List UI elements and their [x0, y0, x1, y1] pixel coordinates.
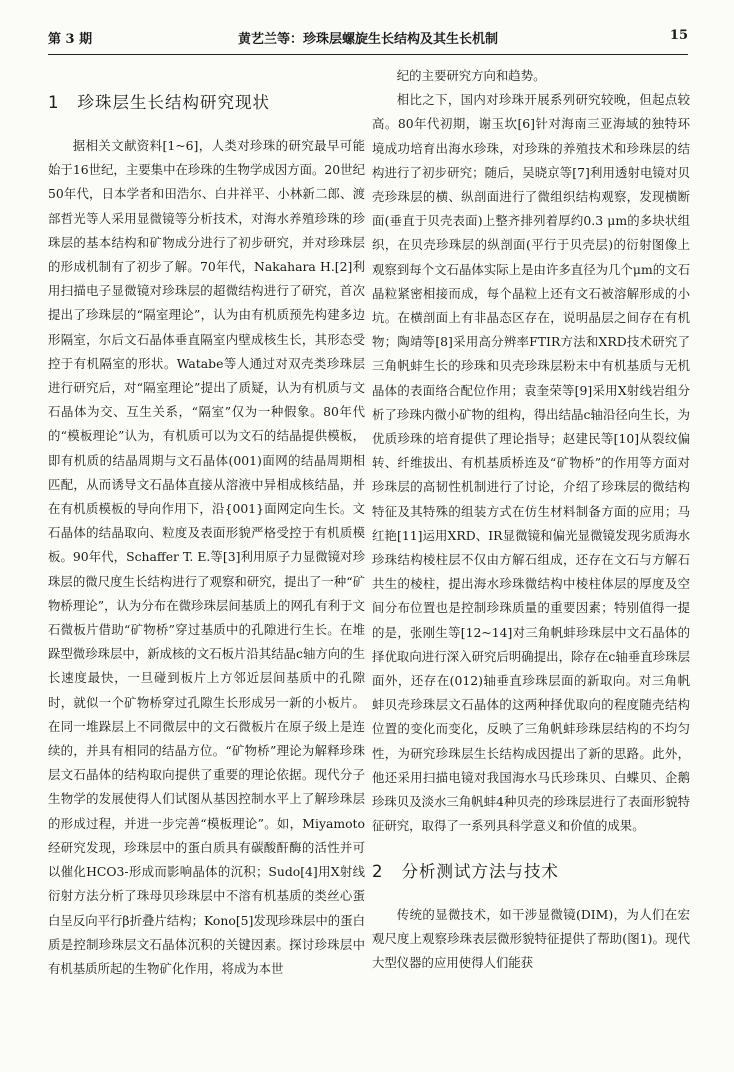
section-heading-1: [48, 76, 365, 130]
running-header: [48, 20, 688, 54]
right-column: [372, 64, 690, 975]
body-paragraph-continued: 纪的主要研究方向和趋势。: [396, 68, 546, 83]
body-paragraph: 相比之下，国内对珍珠开展系列研究较晚，但起点较高。80年代初期，谢玉坎[6]针对海南三亚海域的独特环境成功培育出海水珍珠，对珍珠的养殖技术和珍珠层的结构进行了初步研究；随后，吴晓京等[7]利用透射电镜对贝壳珍珠层的横、纵剖面进行了微组织结构观察，发现横断面(垂直于贝壳表面)上整齐排列着厚约0.3 μm的多块状组织，在贝壳珍珠层的纵剖面(平行于贝壳层)的衍射图像上观察到每个文石晶体实际上是由许多直径为几个μm的文石晶粒紧密相接而成，每个晶粒上还有文石被溶解形成的小坑。在横剖面上有非晶态区存在，说明晶层之间存在有机物；陶靖等[8]采用高分辨率FTIR方法和XRD技术研究了三角帆蚌生长的珍珠和贝壳珍珠层粉末中有机基质与无机晶体的表面络合配位作用；袁奎荣等[9]采用X射线岩组分析了珍珠内微小矿物的组构，得出结晶c轴沿径向生长，为优质珍珠的培育提供了理论指导；赵建民等[10]从裂纹偏转、纤维拔出、有机基质桥连及“矿物桥”的作用等方面对珍珠层的高韧性机制进行了讨论，介绍了珍珠层的微结构特征及其特殊的组装方式在仿生材料制备方面的应用；马红艳[11]运用XRD、IR显微镜和偏光显微镜发现劣质海水珍珠结构棱柱层不仅由方解石组成，还存在文石与方解石共生的棱柱，提出海水珍珠微结构中棱柱体层的厚度及空间分布位置也是控制珍珠质量的重要因素；特别值得一提的是，张刚生等[12~14]对三角帆蚌珍珠层中文石晶体的择优取向进行深入研究后明确提出，除存在c轴垂直珍珠层面外，还存在(012)轴垂直珍珠层面的新取向。对三角帆蚌贝壳珍珠层文石晶体的这两种择优取向的程度随壳结构位置的变化而变化，反映了三角帆蚌珍珠层结构的不均匀性，为研究珍珠层生长结构成因提出了新的思路。此外，他还采用扫描电镜对我国海水马氏珍珠贝、白蝶贝、企鹅珍珠贝及淡水三角帆蚌4种贝壳的珍珠层进行了表面形貌特征研究，取得了一系列具科学意义和价值的成果。: [372, 92, 690, 834]
header-rule: [48, 54, 688, 55]
body-paragraph: 传统的显微技术，如干涉显微镜(DIM)，为人们在宏观尺度上观察珍珠表层微形貌特征提供了帮助(图1)。现代大型仪器的应用使得人们能获: [372, 906, 690, 970]
issue-number: 第 3 期: [48, 32, 93, 47]
page-number: 15: [669, 28, 688, 43]
left-column: [48, 64, 365, 981]
running-title: 黄艺兰等：珍珠层螺旋生长结构及其生长机制: [237, 32, 498, 47]
section-number: 2: [372, 861, 384, 881]
section-title: 分析测试方法与技术: [401, 861, 559, 881]
body-paragraph: 据相关文献资料[1~6]，人类对珍珠的研究最早可能始于16世纪，主要集中在珍珠的生物学成因方面。20世纪50年代，日本学者和田浩尔、白井祥平、小林新二郎、渡部哲光等人采用显微镜等分析技术，对海水养殖珍珠的珍珠层的基本结构和矿物成分进行了初步研究，并对珍珠层的形成机制有了初步了解。70年代，Nakahara H.[2]利用扫描电子显微镜对珍珠层的超微结构进行了研究，首次提出了珍珠层的“隔室理论”，认为由有机质预先构建多边形隔室，尔后文石晶体垂直隔室内壁成核生长，其形态受控于有机隔室的形状。Watabe等人通过对双壳类珍珠层进行研究后，对“隔室理论”提出了质疑，认为有机质与文石晶体为交、互生关系，“隔室”仅为一种假象。80年代的“模板理论”认为，有机质可以为文石的结晶提供模板，即有机质的结晶周期与文石晶体(001)面网的结晶周期相匹配，从而诱导文石晶体直接从溶液中异相成核结晶，并在有机质模板的导向作用下，沿{001}面网定向生长。文石晶体的结晶取向、粒度及表面形貌严格受控于有机质模板。90年代，Schaffer T. E.等[3]利用原子力显微镜对珍珠层的微尺度生长结构进行了观察和研究，提出了一种“矿物桥理论”，认为分布在微珍珠层间基质上的网孔有利于文石微板片借助“矿物桥”穿过基质中的孔隙进行生长。在堆跺型微珍珠层中，新成核的文石板片沿其结晶c轴方向的生长速度最快，一旦碰到板片上方邻近层间基质中的孔隙时，就似一个矿物桥穿过孔隙生长形成另一新的小板片。在同一堆跺层上不同微层中的文石微板片在原子级上是连续的，并具有相同的结晶方位。“矿物桥”理论为解释珍珠层文石晶体的结构取向提供了重要的理论依据。现代分子生物学的发展使得人们试图从基因控制水平上了解珍珠层的形成过程，并进一步完善“模板理论”。如，Miyamoto经研究发现，珍珠层中的蛋白质具有碳酸酐酶的活性并可以催化HCO3-形成而影响晶体的沉积；Sudo[4]用X射线衍射方法分析了珠母贝珍珠层中不溶有机基质的类丝心蛋白呈反向平行β折叠片结构；Kono[5]发现珍珠层中的蛋白质是控制珍珠层文石晶体沉积的关键因素。探讨珍珠层中有机基质所起的生物矿化作用，将成为本世: [48, 138, 365, 976]
section-heading-2: [372, 845, 690, 899]
section-number: 1: [48, 93, 60, 112]
section-title: 珍珠层生长结构研究现状: [77, 93, 270, 112]
